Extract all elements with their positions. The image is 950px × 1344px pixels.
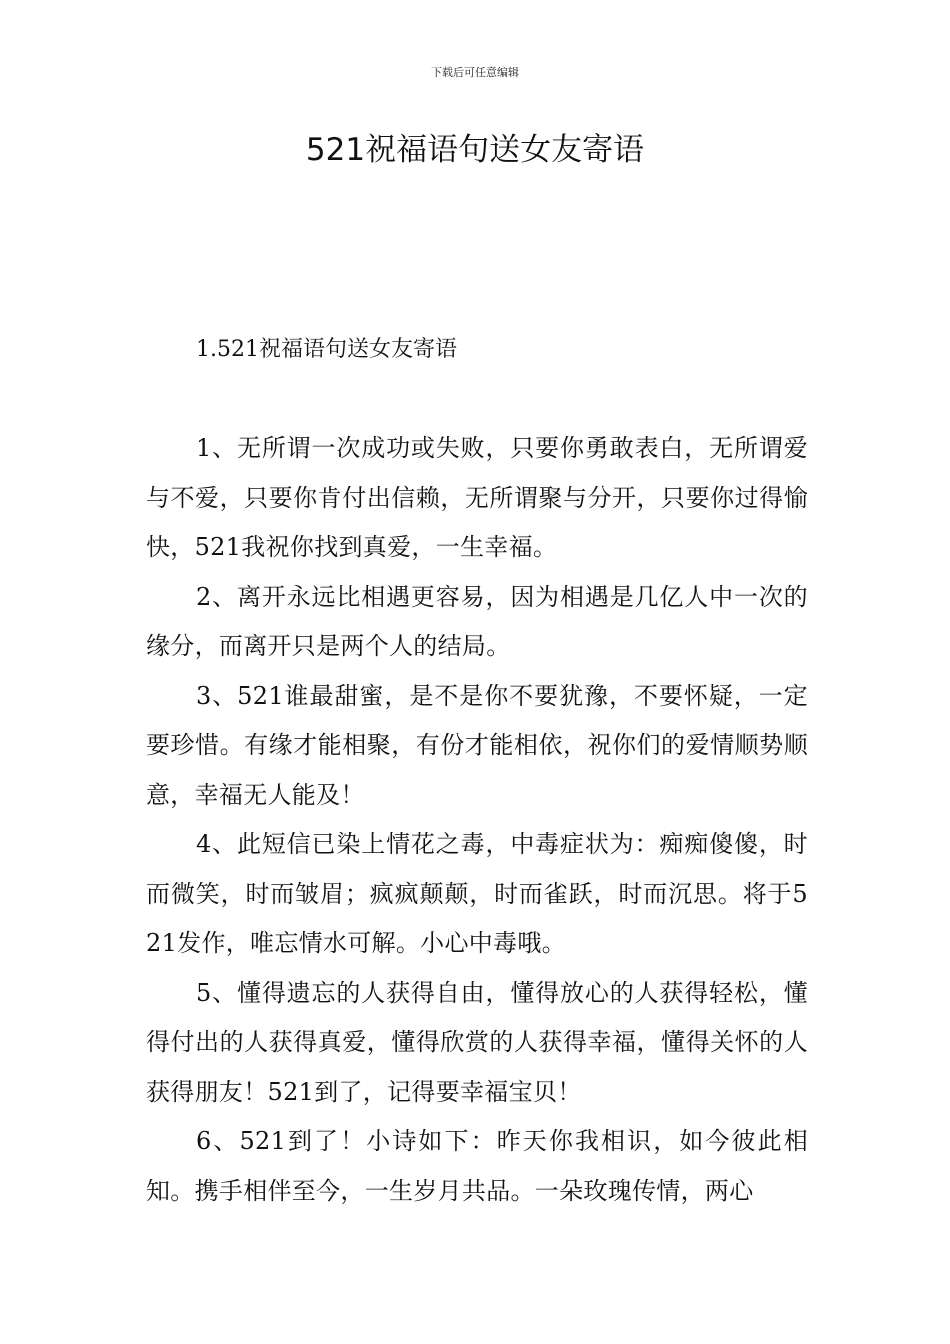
document-body [146, 424, 808, 1216]
header-note: 下载后可任意编辑 [431, 66, 519, 79]
paragraph-5: 5、懂得遗忘的人获得自由，懂得放心的人获得轻松，懂得付出的人获得真爱，懂得欣赏的人获得幸福，懂得关怀的人获得朋友！521到了，记得要幸福宝贝！ [146, 978, 808, 1106]
section-heading: 1.521祝福语句送女友寄语 [196, 337, 457, 362]
paragraph-1: 1、无所谓一次成功或失败，只要你勇敢表白，无所谓爱与不爱，只要你肯付出信赖，无所谓聚与分开，只要你过得愉快，521我祝你找到真爱，一生幸福。 [146, 434, 808, 561]
paragraph-4: 4、此短信已染上情花之毒，中毒症状为：痴痴傻傻，时而微笑，时而皱眉；疯疯颠颠，时而雀跃，时而沉思。将于521发作，唯忘情水可解。小心中毒哦。 [146, 830, 808, 957]
paragraph-3: 3、521谁最甜蜜，是不是你不要犹豫，不要怀疑，一定要珍惜。有缘才能相聚，有份才能相依，祝你们的爱情顺势顺意，幸福无人能及！ [146, 681, 808, 809]
paragraph-6: 6、521到了！小诗如下：昨天你我相识，如今彼此相知。携手相伴至今，一生岁月共品。一朵玫瑰传情，两心 [146, 1127, 808, 1205]
paragraph-2: 2、离开永远比相遇更容易，因为相遇是几亿人中一次的缘分，而离开只是两个人的结局。 [146, 582, 808, 660]
document-title: 521祝福语句送女友寄语 [305, 132, 645, 168]
